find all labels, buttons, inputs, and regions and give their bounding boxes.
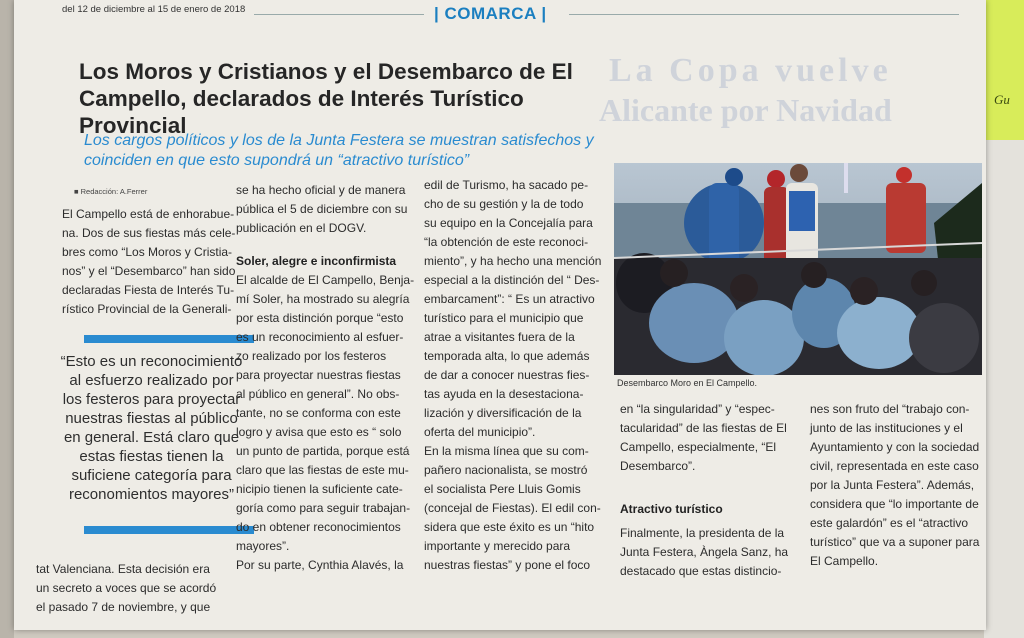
text-line: destacado que estas distincio- <box>620 564 782 578</box>
text-line: El Campello está de enhorabue- <box>62 207 235 221</box>
text-line: Junta Festera, Àngela Sanz, ha <box>620 545 789 559</box>
sticky-note-text: Gu <box>994 92 1010 107</box>
text-line: Ayuntamiento y con la sociedad <box>810 440 980 454</box>
text-line: claro que las fiestas de este mu- <box>236 463 409 477</box>
text-line: edil de Turismo, ha sacado pe- <box>424 178 589 192</box>
column-5 <box>810 400 986 571</box>
quote-bar-top <box>84 335 254 343</box>
spacer <box>236 238 416 252</box>
byline-text: Redacción: A.Ferrer <box>80 187 148 196</box>
text-line: En la misma línea que su com- <box>424 444 589 458</box>
column-1-top <box>62 205 262 319</box>
text-line: se ha hecho oficial y de manera <box>236 183 406 197</box>
text-line: nuestras fiestas” y pone el foco <box>424 558 591 572</box>
text-line: mayores”. <box>236 539 290 553</box>
bleed-through-text-2: Alicante por Navidad <box>599 92 892 128</box>
text-line: turístico” que va a suponer para <box>810 535 980 549</box>
text-line: cho de su gestión y la de todo <box>424 197 584 211</box>
text-line: al público en general”. No obs- <box>236 387 400 401</box>
text-line: miento”, y ha hecho una mención <box>424 254 602 268</box>
text-line: mí Soler, ha mostrado su alegría <box>236 292 410 306</box>
text-line: el socialista Pere Lluis Gomis <box>424 482 581 496</box>
photo-caption: Desembarco Moro en El Campello. <box>617 378 758 388</box>
column-1-bottom <box>36 560 246 617</box>
text-line: Finalmente, la presidenta de la <box>620 526 785 540</box>
text-line: oferta del municipio”. <box>424 425 536 439</box>
column-4 <box>620 400 800 581</box>
text-line: por la Junta Festera”. Además, <box>810 478 975 492</box>
headline: Los Moros y Cristianos y el Desembarco de El Campello, declarados de Interés Turístico Provincial <box>79 59 573 138</box>
text-line: na. Dos de sus fiestas más cele- <box>62 226 236 240</box>
text-line: tat Valenciana. Esta decisión era <box>36 562 210 576</box>
text-line: especial a la distinción del “ Des- <box>424 273 600 287</box>
text-line: Campello, especialmente, “El <box>620 440 777 454</box>
photo-illustration <box>614 163 982 375</box>
bleed-through-text-1: La Copa vuelve <box>609 52 892 89</box>
text-line: tacularidad” de las fiestas de El <box>620 421 787 435</box>
text-line: declaradas Fiesta de Interés Tu- <box>62 283 235 297</box>
header-rule-right <box>569 14 959 15</box>
text-line: pañero nacionalista, se mostró <box>424 463 588 477</box>
text-line: nes son fruto del “trabajo con- <box>810 402 970 416</box>
article-photo <box>614 163 982 375</box>
section-label: | COMARCA | <box>434 4 547 23</box>
text-line: considera que “lo importante de <box>810 497 979 511</box>
text-line: (concejal de Fiestas). El edil con- <box>424 501 601 515</box>
text-line: do en obtener reconocimientos <box>236 520 401 534</box>
text-line: pública el 5 de diciembre con su <box>236 202 408 216</box>
text-line: goría como para seguir trabajan- <box>236 501 411 515</box>
text-line: por esta distinción porque “esto <box>236 311 404 325</box>
text-line: rístico Provincial de la Generali- <box>62 302 232 316</box>
text-line: atrae a visitantes fuera de la <box>424 330 575 344</box>
byline: ■ Redacción: A.Ferrer <box>74 187 148 196</box>
text-line: “la obtención de este reconoci- <box>424 235 589 249</box>
text-line: junto de las instituciones y el <box>810 421 963 435</box>
background-page <box>984 140 1024 638</box>
issue-date: del 12 de diciembre al 15 de enero de 2018 <box>62 4 246 15</box>
text-line: tas ayuda en la desestaciona- <box>424 387 584 401</box>
subsection-title: Atractivo turístico <box>620 502 723 516</box>
text-line: importante y merecido para <box>424 539 571 553</box>
column-3 <box>424 176 604 575</box>
text-line: zo realizado por los festeros <box>236 349 387 363</box>
text-line: El alcalde de El Campello, Benja- <box>236 273 415 287</box>
pull-quote: “Esto es un reconocimiento al esfuerzo realizado por los festeros para proyectar nuestras fiestas al público en general. Está claro que estas fiestas tienen la suficiene categoría para reconomientos mayores” <box>60 353 243 503</box>
quote-bar-bottom <box>84 526 254 534</box>
text-line: para proyectar nuestras fiestas <box>236 368 401 382</box>
column-2 <box>236 181 416 575</box>
page-gutter <box>0 0 14 638</box>
text-line: logro y avisa que esto es “ solo <box>236 425 402 439</box>
text-line: tante, no se conforma con este <box>236 406 401 420</box>
text-line: su equipo en la Concejalía para <box>424 216 593 230</box>
sticky-note <box>984 0 1024 140</box>
subheadline: Los cargos políticos y los de la Junta Festera se muestran satisfechos y coinciden en que esto supondrá un “atractivo turístico” <box>84 132 594 169</box>
text-line: es un reconocimiento al esfuer- <box>236 330 404 344</box>
text-line: lización y diversificación de la <box>424 406 582 420</box>
text-line: nicipio tienen la suficiente cate- <box>236 482 403 496</box>
text-line: un punto de partida, porque está <box>236 444 410 458</box>
text-line: este galardón” es el “atractivo <box>810 516 969 530</box>
newspaper-page <box>14 0 986 630</box>
text-line: sidera que este éxito es un “hito <box>424 520 595 534</box>
text-line: Desembarco”. <box>620 459 696 473</box>
header-rule-left <box>254 14 424 15</box>
text-line: un secreto a voces que se acordó <box>36 581 217 595</box>
subsection-title: Soler, alegre e inconfirmista <box>236 254 397 268</box>
text-line: El Campello. <box>810 554 879 568</box>
text-line: en “la singularidad” y “espec- <box>620 402 775 416</box>
text-line: nos” y el “Desembarco” han sido <box>62 264 236 278</box>
spacer <box>620 476 800 500</box>
text-line: de dar a conocer nuestras fies- <box>424 368 590 382</box>
text-line: civil, representada en este caso <box>810 459 979 473</box>
text-line: el pasado 7 de noviembre, y que <box>36 600 211 614</box>
text-line: embarcament”: “ Es un atractivo <box>424 292 595 306</box>
text-line: Por su parte, Cynthia Alavés, la <box>236 558 404 572</box>
text-line: turístico para el municipio que <box>424 311 584 325</box>
text-line: publicación en el DOGV. <box>236 221 367 235</box>
text-line: temporada alta, lo que además <box>424 349 590 363</box>
text-line: bres como “Los Moros y Cristia- <box>62 245 233 259</box>
